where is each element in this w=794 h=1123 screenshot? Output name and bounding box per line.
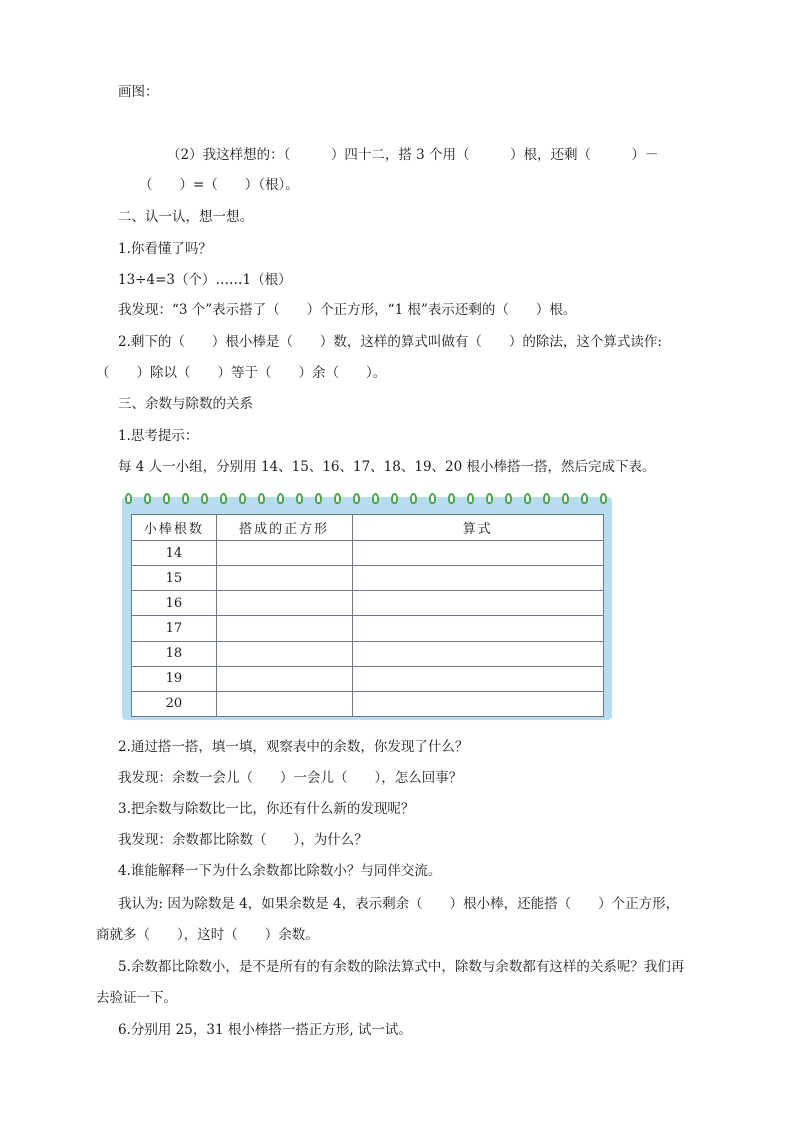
formula-cell[interactable] xyxy=(352,591,603,616)
spiral-ring-icon xyxy=(581,493,588,504)
formula-cell[interactable] xyxy=(352,641,603,666)
formula-cell[interactable] xyxy=(352,666,603,691)
stick-count-cell: 17 xyxy=(132,616,217,641)
question-3-3: 3.把余数与除数比一比，你还有什么新的发现呢？ xyxy=(118,801,415,817)
equation: 13÷4=3（个）……1（根） xyxy=(118,272,292,288)
explanation-line-2: 商就多（ ），这时（ ）余数。 xyxy=(96,927,319,943)
spiral-ring-icon xyxy=(315,493,322,504)
spiral-ring-icon xyxy=(258,493,265,504)
question-3-5-continued: 去验证一下。 xyxy=(96,990,177,1006)
stick-count-cell: 14 xyxy=(132,541,217,566)
thinking-line-2: （ ）=（ ）（根）。 xyxy=(139,177,299,193)
squares-cell[interactable] xyxy=(216,666,352,691)
table-row xyxy=(132,616,604,641)
spiral-ring-icon xyxy=(334,493,341,504)
question-3-2: 2.通过搭一搭，填一填，观察表中的余数，你发现了什么？ xyxy=(118,739,469,755)
squares-cell[interactable] xyxy=(216,616,352,641)
spiral-ring-icon xyxy=(372,493,379,504)
question-2: 2.剩下的（ ）根小棒是（ ）数，这样的算式叫做有（ ）的除法，这个算式读作: xyxy=(118,334,662,350)
spiral-ring-icon xyxy=(448,493,455,504)
table-row xyxy=(132,666,604,691)
hint-heading: 1.思考提示： xyxy=(118,428,199,444)
question-2-continued: （ ）除以（ ）等于（ ）余（ ）。 xyxy=(96,365,387,381)
spiral-ring-icon xyxy=(353,493,360,504)
header-squares: 搭成的正方形 xyxy=(216,515,352,541)
stick-count-cell: 16 xyxy=(132,591,217,616)
table-row xyxy=(132,566,604,591)
stick-count-cell: 20 xyxy=(132,691,217,716)
table-row xyxy=(132,641,604,666)
squares-cell[interactable] xyxy=(216,691,352,716)
spiral-ring-icon xyxy=(562,493,569,504)
finding-3: 我发现：余数都比除数（ ），为什么？ xyxy=(118,832,368,848)
question-3-5: 5.余数都比除数小，是不是所有的有余数的除法算式中，除数与余数都有这样的关系呢？我们再 xyxy=(118,959,685,975)
stick-count-cell: 19 xyxy=(132,666,217,691)
stick-count-cell: 15 xyxy=(132,566,217,591)
spiral-ring-icon xyxy=(524,493,531,504)
spiral-ring-icon xyxy=(182,493,189,504)
spiral-ring-icon xyxy=(543,493,550,504)
spiral-ring-icon xyxy=(600,493,607,504)
thinking-line-1: （2）我这样想的：（ ）四十二，搭 3 个用（ ）根，还剩（ ）－ xyxy=(167,147,659,163)
drawing-prompt: 画图： xyxy=(118,84,159,100)
stick-count-cell: 18 xyxy=(132,641,217,666)
finding-1: 我发现：“3 个”表示搭了（ ）个正方形，“1 根”表示还剩的（ ）根。 xyxy=(118,302,577,318)
formula-cell[interactable] xyxy=(352,541,603,566)
spiral-ring-icon xyxy=(467,493,474,504)
squares-cell[interactable] xyxy=(216,541,352,566)
spiral-ring-icon xyxy=(201,493,208,504)
header-stick-count: 小棒根数 xyxy=(132,515,217,541)
spiral-ring-icon xyxy=(505,493,512,504)
stick-table xyxy=(131,514,604,717)
finding-2: 我发现：余数一会儿（ ）一会儿（ ），怎么回事？ xyxy=(118,770,463,786)
table-row xyxy=(132,691,604,716)
squares-cell[interactable] xyxy=(216,641,352,666)
spiral-ring-icon xyxy=(239,493,246,504)
spiral-ring-icon xyxy=(410,493,417,504)
spiral-ring-icon xyxy=(277,493,284,504)
spiral-ring-icon xyxy=(296,493,303,504)
squares-cell[interactable] xyxy=(216,566,352,591)
section-two-heading: 二、认一认，想一想。 xyxy=(118,209,253,225)
task-instruction: 每 4 人一小组，分别用 14、15、16、17、18、19、20 根小棒搭一搭，然后完成下表。 xyxy=(118,459,656,475)
spiral-ring-icon xyxy=(486,493,493,504)
question-3-4: 4.谁能解释一下为什么余数都比除数小？与同伴交流。 xyxy=(118,863,442,879)
table-row xyxy=(132,541,604,566)
spiral-ring-icon xyxy=(144,493,151,504)
formula-cell[interactable] xyxy=(352,616,603,641)
explanation-line-1: 我认为: 因为除数是 4，如果余数是 4，表示剩余（ ）根小棒，还能搭（ ）个正方形， xyxy=(118,896,680,912)
question-3-6: 6.分别用 25，31 根小棒搭一搭正方形, 试一试。 xyxy=(118,1022,412,1038)
table-row xyxy=(132,591,604,616)
formula-cell[interactable] xyxy=(352,691,603,716)
squares-cell[interactable] xyxy=(216,591,352,616)
spiral-ring-icon xyxy=(220,493,227,504)
spiral-ring-icon xyxy=(429,493,436,504)
spiral-ring-icon xyxy=(125,493,132,504)
spiral-ring-icon xyxy=(391,493,398,504)
table-header-row xyxy=(132,515,604,541)
question-1: 1.你看懂了吗？ xyxy=(118,241,212,257)
spiral-ring-icon xyxy=(163,493,170,504)
formula-cell[interactable] xyxy=(352,566,603,591)
section-three-heading: 三、余数与除数的关系 xyxy=(118,396,253,412)
header-formula: 算式 xyxy=(352,515,603,541)
